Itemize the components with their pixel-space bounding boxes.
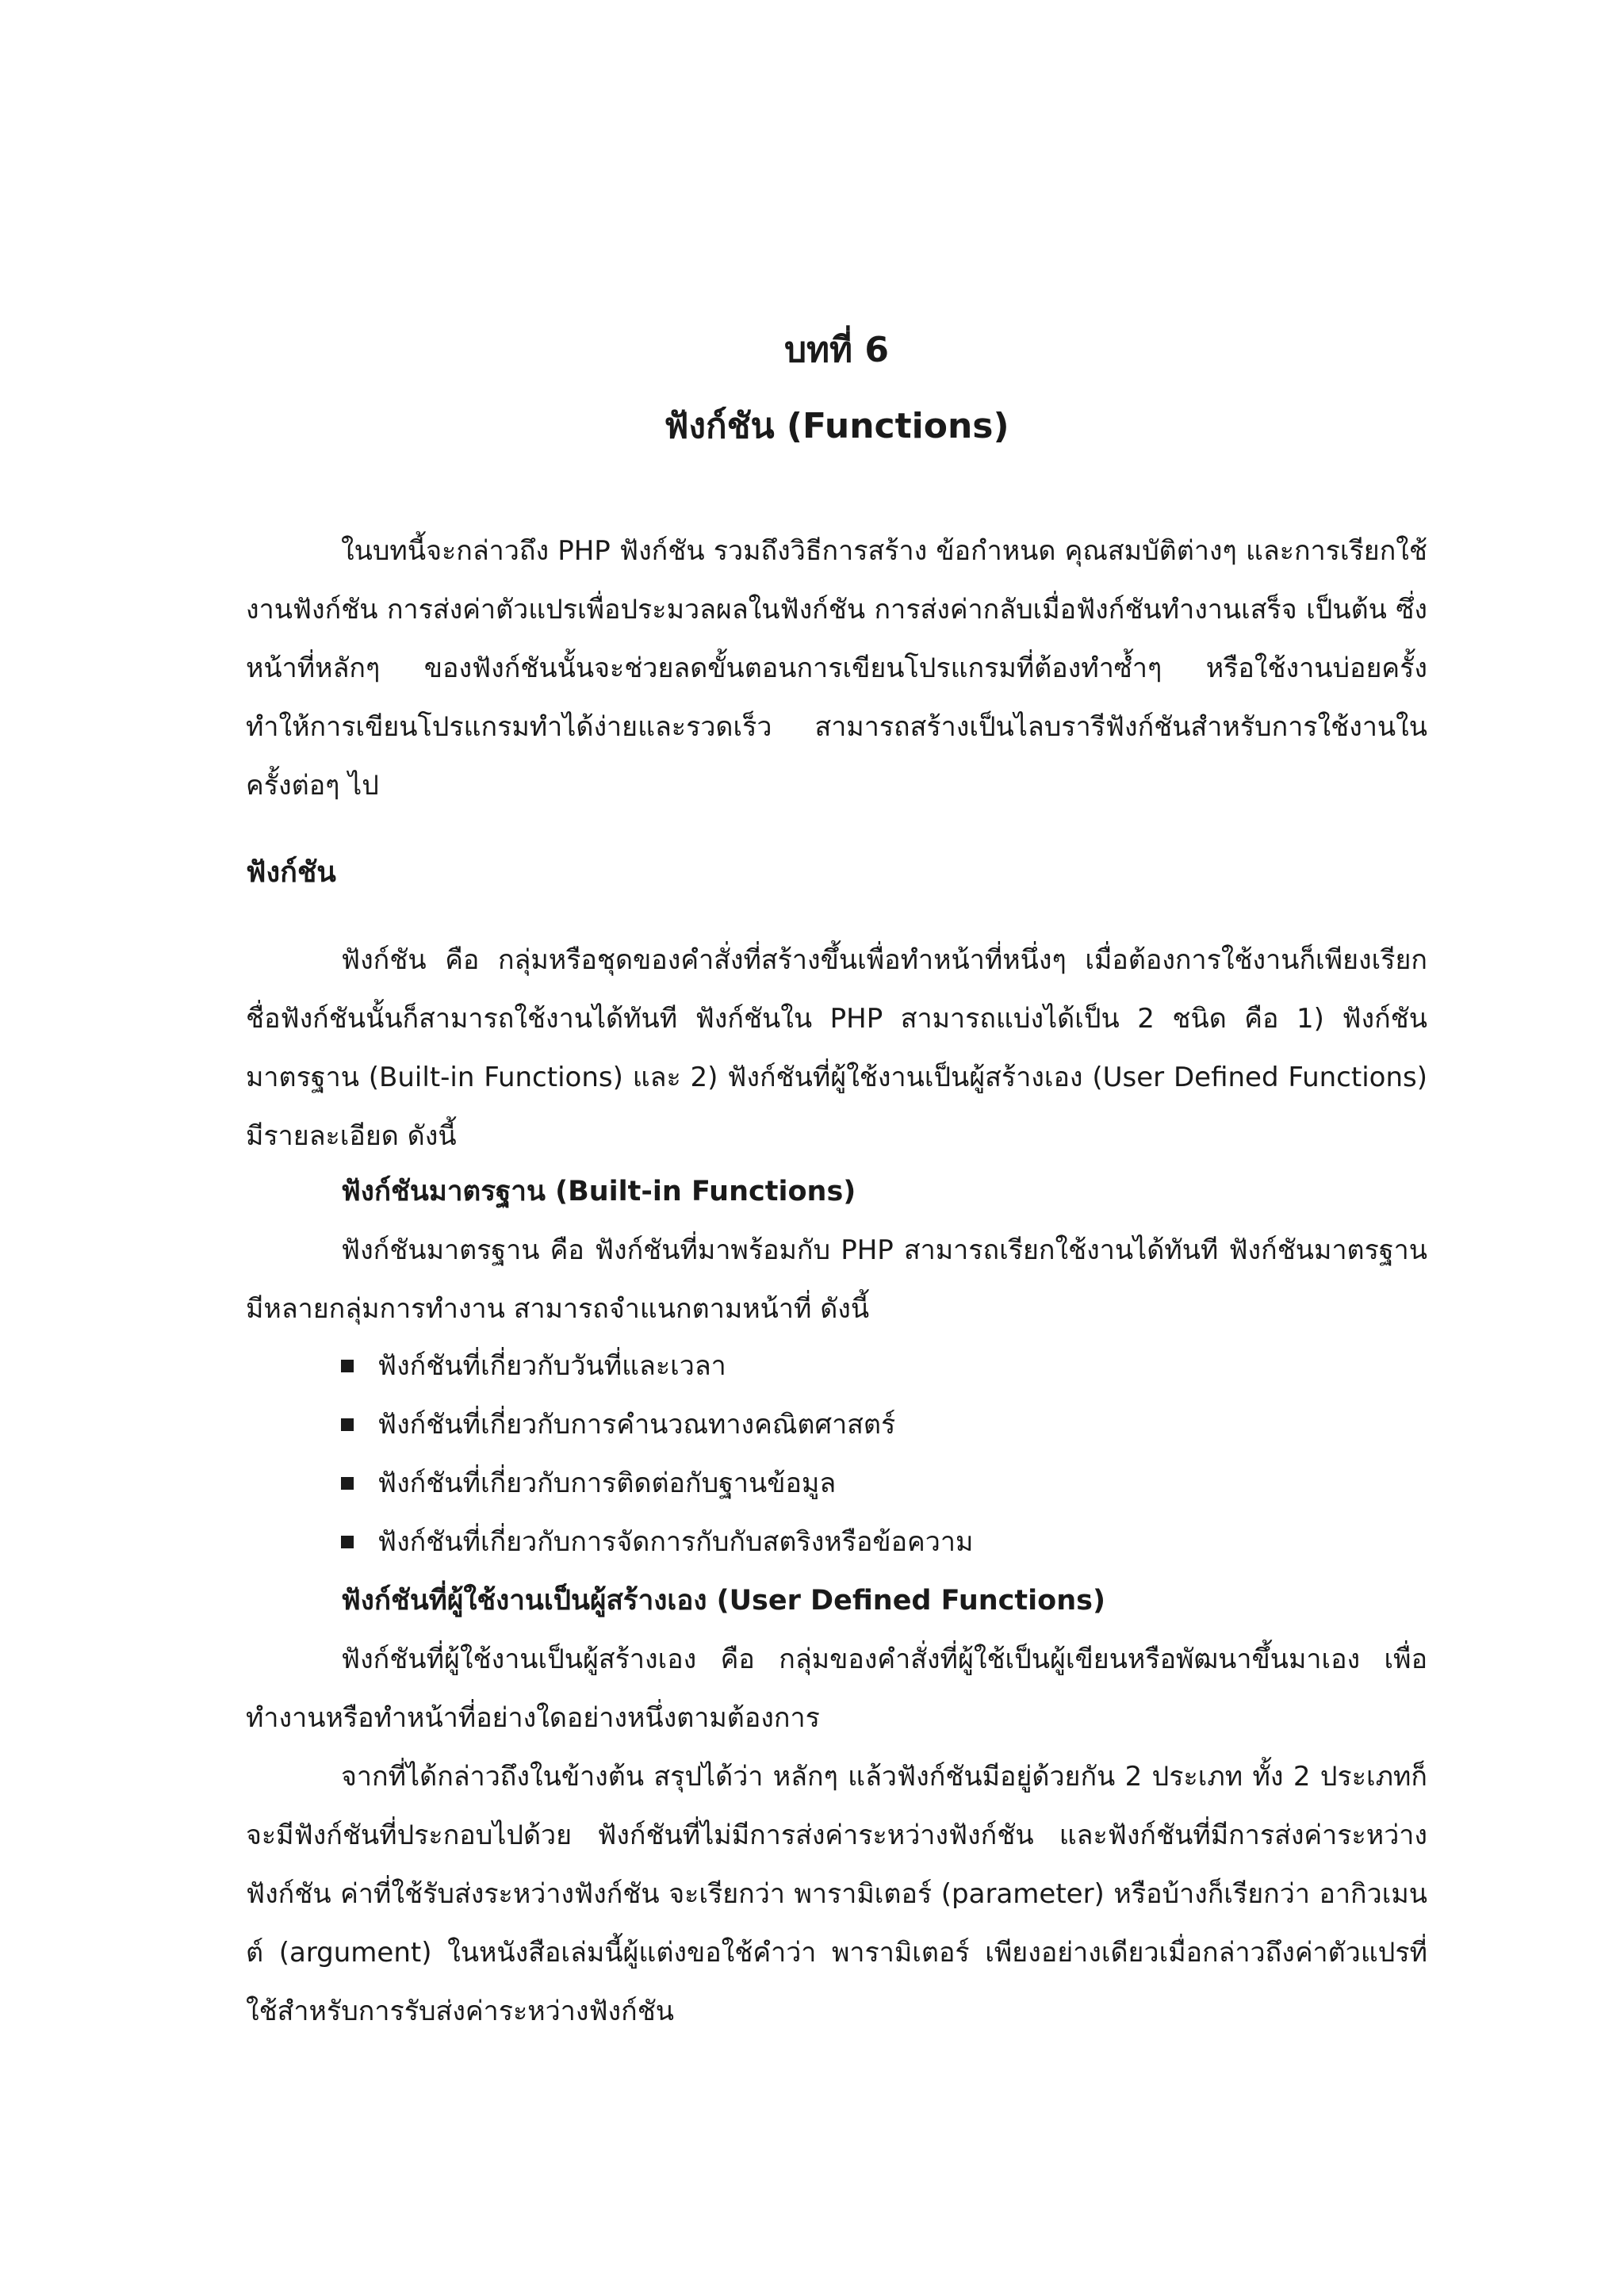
square-bullet-icon [341,1360,354,1372]
user-defined-paragraph [246,1630,1427,1747]
list-item-text: ฟังก์ชันที่เกี่ยวกับการติดต่อกับฐานข้อมูล [377,1468,837,1499]
function-paragraph [246,931,1427,1165]
summary-text: จากที่ได้กล่าวถึงในข้างต้น สรุปได้ว่า หลักๆ แล้วฟังก์ชันมีอยู่ด้วยกัน 2 ประเภท ทั้ง 2 ประเภทก็จะมีฟังก์ชันที่ประกอบไปด้วย ฟังก์ชันที่ไม่มีการส่งค่าระหว่างฟังก์ชัน และฟังก์ชันที่มีการส่งค่าระหว่างฟังก์ชัน ค่าที่ใช้รับส่งระหว่างฟังก์ชัน จะเรียกว่า พารามิเตอร์ (parameter) หรือบ้างก็เรียกว่า อากิวเมนต์ (argument) ในหนังสือเล่มนี้ผู้แต่งขอใช้คำว่า พารามิเตอร์ เพียงอย่างเดียวเมื่อกล่าวถึงค่าตัวแปรที่ใช้สำหรับการรับส่งค่าระหว่างฟังก์ชัน [246,1761,1427,2027]
list-item-text: ฟังก์ชันที่เกี่ยวกับการคำนวณทางคณิตศาสตร์ [377,1409,896,1441]
subsection-heading-builtin: ฟังก์ชันมาตรฐาน (Built-in Functions) [341,1176,856,1207]
document-page [246,0,1427,2296]
chapter-title: ฟังก์ชัน (Functions) [664,406,1009,446]
function-text: ฟังก์ชัน คือ กลุ่มหรือชุดของคำสั่งที่สร้างขึ้นเพื่อทำหน้าที่หนึ่งๆ เมื่อต้องการใช้งานก็เพียงเรียกชื่อฟังก์ชันนั้นก็สามารถใช้งานได้ทันที ฟังก์ชันใน PHP สามารถแบ่งได้เป็น 2 ชนิด คือ 1) ฟังก์ชันมาตรฐาน (Built-in Functions) และ 2) ฟังก์ชันที่ผู้ใช้งานเป็นผู้สร้างเอง (User Defined Functions) มีรายละเอียด ดังนี้ [246,944,1427,1152]
list-item [341,1337,1427,1395]
list-item [341,1395,1427,1454]
list-item-text: ฟังก์ชันที่เกี่ยวกับวันที่และเวลา [377,1350,726,1382]
list-item [341,1513,1427,1571]
square-bullet-icon [341,1536,354,1548]
user-defined-text: ฟังก์ชันที่ผู้ใช้งานเป็นผู้สร้างเอง คือ กลุ่มของคำสั่งที่ผู้ใช้เป็นผู้เขียนหรือพัฒนาขึ้นมาเอง เพื่อทำงานหรือทำหน้าที่อย่างใดอย่างหนึ่งตามต้องการ [246,1644,1427,1734]
builtin-category-list [341,1337,1427,1571]
summary-paragraph [246,1747,1427,2041]
section-heading-function: ฟังก์ชัน [246,856,336,889]
square-bullet-icon [341,1418,354,1431]
square-bullet-icon [341,1477,354,1490]
list-item-text: ฟังก์ชันที่เกี่ยวกับการจัดการกับกับสตริงหรือข้อความ [377,1526,974,1558]
chapter-number: บทที่ 6 [784,330,889,370]
list-item [341,1454,1427,1513]
builtin-text: ฟังก์ชันมาตรฐาน คือ ฟังก์ชันที่มาพร้อมกับ PHP สามารถเรียกใช้งานได้ทันที ฟังก์ชันมาตรฐานมีหลายกลุ่มการทำงาน สามารถจำแนกตามหน้าที่ ดังนี้ [246,1234,1427,1325]
intro-text: ในบทนี้จะกล่าวถึง PHP ฟังก์ชัน รวมถึงวิธีการสร้าง ข้อกำหนด คุณสมบัติต่างๆ และการเรียกใช้งานฟังก์ชัน การส่งค่าตัวแปรเพื่อประมวลผลในฟังก์ชัน การส่งค่ากลับเมื่อฟังก์ชันทำงานเสร็จ เป็นต้น ซึ่งหน้าที่หลักๆ ของฟังก์ชันนั้นจะช่วยลดขั้นตอนการเขียนโปรแกรมที่ต้องทำซ้ำๆ หรือใช้งานบ่อยครั้ง ทำให้การเขียนโปรแกรมทำได้ง่ายและรวดเร็ว สามารถสร้างเป็นไลบรารีฟังก์ชันสำหรับการใช้งานในครั้งต่อๆ ไป [246,535,1427,802]
intro-paragraph [246,522,1427,815]
builtin-paragraph [246,1221,1427,1338]
subsection-heading-user-defined: ฟังก์ชันที่ผู้ใช้งานเป็นผู้สร้างเอง (User Defined Functions) [341,1585,1105,1617]
